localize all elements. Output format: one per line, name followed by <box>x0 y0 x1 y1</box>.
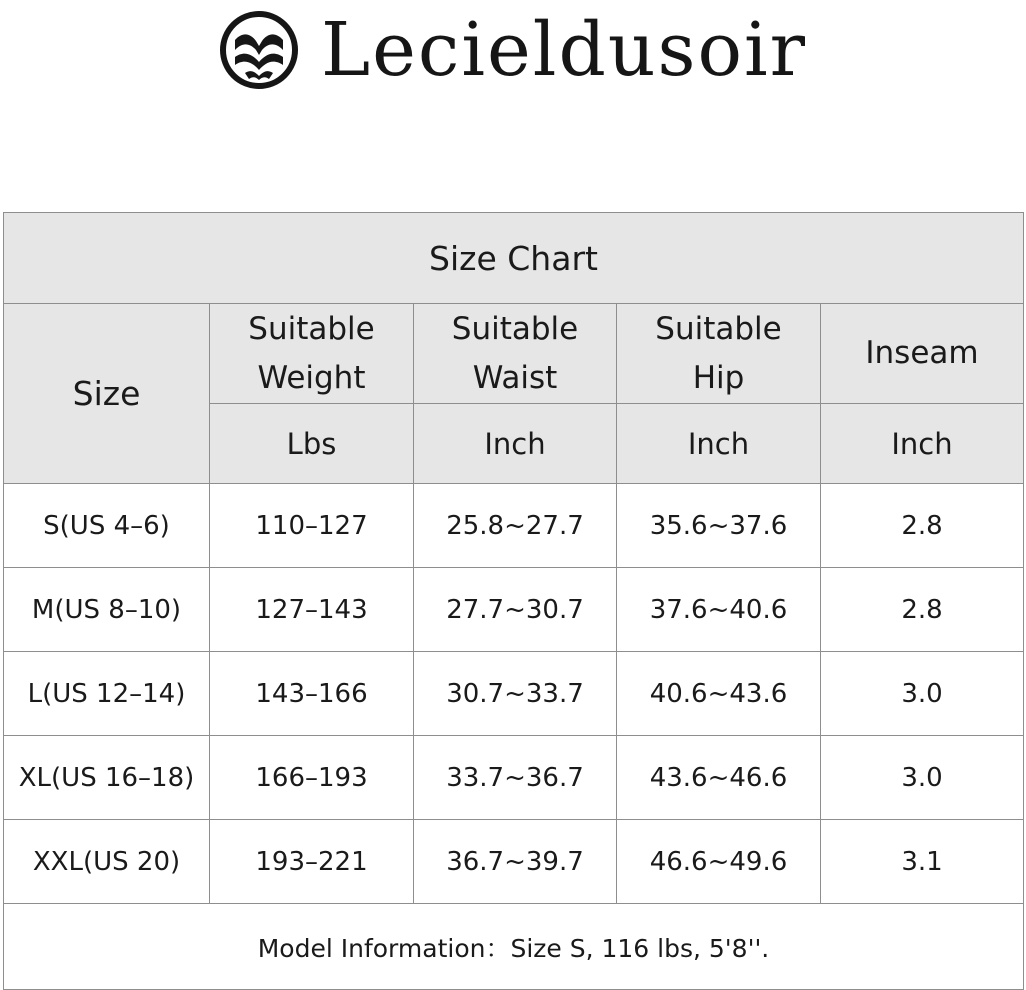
cell-hip: 35.6~37.6 <box>617 484 821 568</box>
header-waist-line2: Waist <box>472 359 558 396</box>
cell-weight: 193–221 <box>210 820 414 904</box>
unit-hip: Inch <box>617 404 821 484</box>
cell-waist: 36.7~39.7 <box>414 820 617 904</box>
wave-circle-logo-icon <box>219 10 299 90</box>
cell-size: XXL(US 20) <box>4 820 210 904</box>
cell-waist: 30.7~33.7 <box>414 652 617 736</box>
header-size: Size <box>4 304 210 484</box>
cell-weight: 127–143 <box>210 568 414 652</box>
table-row <box>4 820 1024 904</box>
cell-weight: 166–193 <box>210 736 414 820</box>
cell-size: XL(US 16–18) <box>4 736 210 820</box>
cell-inseam: 3.0 <box>821 736 1024 820</box>
chart-title: Size Chart <box>4 213 1024 304</box>
unit-waist: Inch <box>414 404 617 484</box>
header-hip-line1: Suitable <box>655 311 782 348</box>
cell-weight: 143–166 <box>210 652 414 736</box>
cell-hip: 40.6~43.6 <box>617 652 821 736</box>
model-information: Model Information：Size S, 116 lbs, 5'8''. <box>4 904 1024 990</box>
size-chart-table <box>3 212 1024 990</box>
table-row <box>4 484 1024 568</box>
header-hip-line2: Hip <box>692 359 745 396</box>
unit-inseam: Inch <box>821 404 1024 484</box>
cell-hip: 37.6~40.6 <box>617 568 821 652</box>
cell-size: M(US 8–10) <box>4 568 210 652</box>
header-hip <box>617 304 821 404</box>
unit-weight: Lbs <box>210 404 414 484</box>
header-weight <box>210 304 414 404</box>
cell-weight: 110–127 <box>210 484 414 568</box>
cell-size: L(US 12–14) <box>4 652 210 736</box>
cell-inseam: 2.8 <box>821 568 1024 652</box>
cell-hip: 43.6~46.6 <box>617 736 821 820</box>
table-row <box>4 736 1024 820</box>
header-weight-line1: Suitable <box>248 311 375 348</box>
header-waist-line1: Suitable <box>451 311 579 348</box>
table-row <box>4 568 1024 652</box>
table-row <box>4 652 1024 736</box>
header-weight-line2: Weight <box>257 359 366 396</box>
cell-size: S(US 4–6) <box>4 484 210 568</box>
cell-inseam: 3.0 <box>821 652 1024 736</box>
cell-waist: 25.8~27.7 <box>414 484 617 568</box>
cell-hip: 46.6~49.6 <box>617 820 821 904</box>
cell-waist: 27.7~30.7 <box>414 568 617 652</box>
brand-header <box>0 0 1026 100</box>
brand-name: Lecieldusoir <box>320 7 808 93</box>
cell-waist: 33.7~36.7 <box>414 736 617 820</box>
cell-inseam: 3.1 <box>821 820 1024 904</box>
header-waist <box>414 304 617 404</box>
header-inseam: Inseam <box>821 304 1024 404</box>
cell-inseam: 2.8 <box>821 484 1024 568</box>
